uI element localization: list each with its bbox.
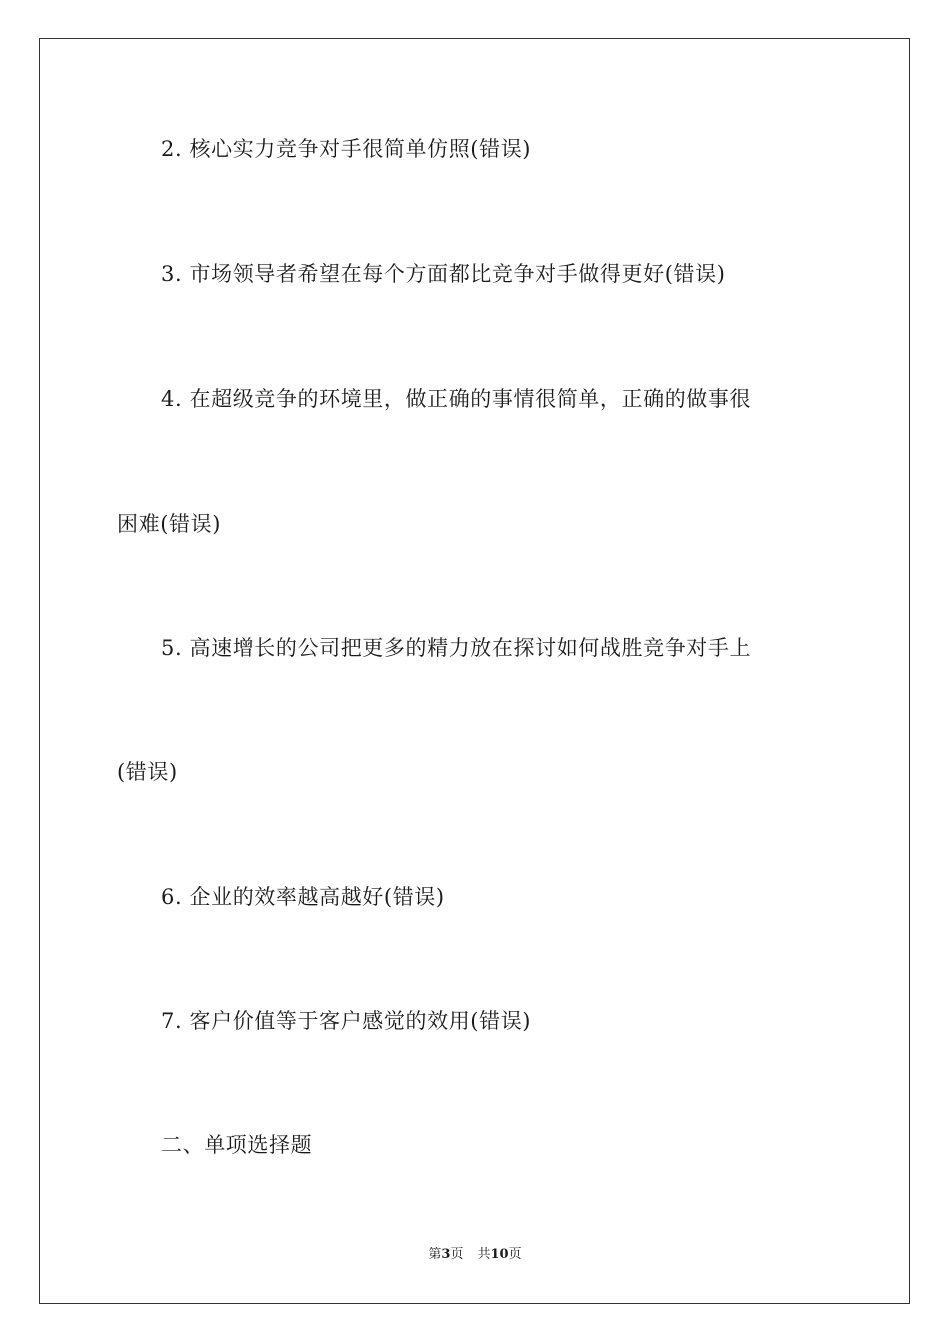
footer-page-suffix: 页: [450, 1247, 464, 1262]
footer-page-prefix: 第: [428, 1247, 442, 1262]
footer-page-number: 3: [441, 1247, 451, 1262]
statement-line-4-continued: 困难(错误): [117, 512, 221, 536]
statement-line-5-continued: (错误): [117, 760, 178, 784]
page-frame: [39, 38, 910, 1304]
section-heading: 二、单项选择题: [161, 1133, 313, 1157]
statement-line-3: 3. 市场领导者希望在每个方面都比竞争对手做得更好(错误): [161, 262, 726, 286]
statement-line-6: 6. 企业的效率越高越好(错误): [161, 885, 445, 909]
footer-total-pages: 10: [490, 1247, 509, 1262]
footer-total-suffix: 页: [508, 1247, 522, 1262]
statement-line-4: 4. 在超级竞争的环境里，做正确的事情很简单，正确的做事很: [161, 387, 752, 411]
statement-line-7: 7. 客户价值等于客户感觉的效用(错误): [161, 1009, 532, 1033]
page-footer: [0, 1246, 950, 1264]
footer-total-prefix: 共: [477, 1247, 491, 1262]
statement-line-2: 2. 核心实力竞争对手很简单仿照(错误): [161, 137, 532, 161]
statement-line-5: 5. 高速增长的公司把更多的精力放在探讨如何战胜竞争对手上: [161, 636, 752, 660]
